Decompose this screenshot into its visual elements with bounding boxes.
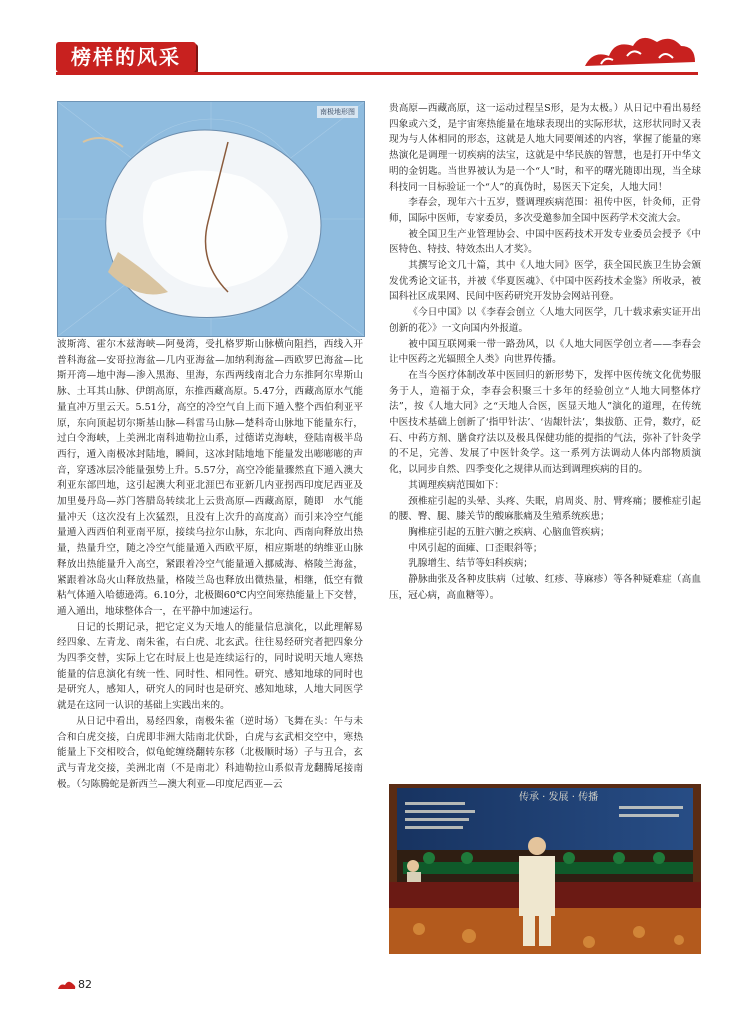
left-column [57,337,363,957]
page-header [0,0,755,92]
paragraph: 波斯湾、霍尔木兹海峡—阿曼湾，受扎格罗斯山脉横向阻挡，西线入开普科海盆—安哥拉海盆—几内亚海盆—加纳利海盆—西欧罗巴海盆—比斯开湾—地中海—渗入黑海、里海，东西两线南北合力东推阿尔卑斯山脉、土耳其山脉、伊朗高原，东推西藏高原。5.47分，西藏高原水气能量直冲万里云天。5.51分，高空的冷空气自上而下遁入整个西伯利亚平原，东向顶起切尔斯基山脉—科雷马山脉—楚科奇山脉地下能量东行，过白令海峡，上美洲北南科迪勒拉山系，过德诺克海峡，登陆南极半岛西行，遁入南极冰封陆地，瞬间，这冰封陆地地下能量发出嘭嘭嘭的声音，穿透冰层冷能量强势上升。5.57分，高空冷能量骤然直下遁入澳大利亚东部凹地，这引起澳大利亚北涯巴布亚新几内亚拐西印度尼西亚及加里曼丹岛—苏门答腊岛转续北上云贵高原—西藏高原，随即 水气能量冲天（这次没有上次猛烈，且没有上次升的高度高）而引来冷空气能量遁入西西伯利亚南平原，接续乌拉尔山脉，东北向、西南向释放出热量，热量升空，随之冷空气能量遁入西欧平原，相应斯堪的纳维亚山脉释放出热能量升入高空，紧跟着冷空气能量遁入挪威海、格陵兰海盆，紧跟着冰岛火山释放热量，格陵兰岛也释放出微热量，相继，低空有微粘气体遁入哈德逊湾。6.10分，北极圈60℃内空间寒热能量上下交替，遁入遁出，地球整体合一，在平静中加速运行。 [57,339,363,617]
photo-banner-text: 传承 · 发展 · 传播 [519,792,599,803]
paragraph: 被全国卫生产业管理协会、中国中医药技术开发专业委员会授予《中医特色、特技、特效杰出人才奖》。 [389,228,701,256]
conference-photo-image [389,784,701,954]
auspicious-cloud-icon [575,26,705,78]
right-column [389,101,701,756]
section-banner [56,42,196,72]
list-item: 静脉曲张及各种皮肤病（过敏、红疹、荨麻疹）等各种疑难症（高血压，冠心病，高血糖等）。 [389,574,701,601]
paragraph: 贵高原—西藏高原，这一运动过程呈S形，是为太极。）从日记中看出易经四象或六爻，是宇宙寒热能量在地球表现出的实际形状，这形状同时又表现为与人体相同的形态，这就是人地大同要阐述的内容，掌握了能量的寒热演化是调理一切疾病的法宝，这就是中华民族的智慧，也是打开中华文明的金钥匙。当世界被认为是一个“人”时，和平的曙光随即出现，当全球科技同一目标验证一个“人”的真伪时，易医天下定矣，人地大同！ [389,103,701,193]
paragraph: 被中国互联网乘一带一路劲风，以《人地大同医学创立者——李春会让中医药之光辐照全人类》向世界传播。 [389,338,701,366]
antarctica-map-image [57,101,365,337]
paragraph: 其调理疾病范围如下： [408,479,505,491]
list-item: 乳腺增生、结节等妇科疾病； [408,558,533,570]
paragraph: 日记的长期记录，把它定义为天地人的能量信息演化，以此理解易经四象、左青龙、南朱雀，右白虎、北玄武。往往易经研究者把四象分为四季交替，实际上它在时辰上也是连续运行的，同时说明天地人寒热能量的信息演化有统一性、同时性、相同性。研究、感知地球的同时也是研究人，感知人，研究人的同时也是研究、感知地球，人地大同医学就是在这同一认识的基础上实践出来的。 [57,621,363,712]
paragraph: 李春会，现年六十五岁，暨调理疾病范围：祖传中医，针灸师，正骨师，国际中医师，专家委员，多次受邀参加全国中医药学术交流大会。 [389,197,701,224]
paragraph: 从日记中看出，易经四象，南极朱雀（逆时场）飞舞在头：午与未合和白虎交接，白虎即非洲大陆南北伏卧，白虎与玄武相交空中，寒热能量上下交相咬合，似龟蛇缠绕翻转东移（北极顺时场）子与丑合，玄武与青龙交接，美洲北南（不是南北）科迪勒拉山系似青龙翻腾尾接南极。（匀陈腾蛇是新西兰—澳大利亚—印度尼西亚—云 [57,715,363,790]
page-number: 82 [78,978,92,991]
list-item: 胸椎症引起的五脏六腑之疾病、心脑血管疾病； [408,526,610,538]
map-title: 南极地形图 [317,106,358,118]
paragraph: 《今日中国》以《李春会创立〈人地大同医学，几十载求索实证开出创新的花〉》一文向国内外报道。 [389,307,701,334]
list-item: 中风引起的面瘫、口歪眼斜等； [408,542,543,554]
paragraph: 其撰写论文几十篇，其中《人地大同》医学，获全国民族卫生协会颁发优秀论文证书，并被《华夏医魂》、《中国中医药技术金鉴》所收录，被国科社区成果网、民间中医药研究开发协会网站刊登。 [389,260,701,303]
paragraph: 在当今医疗体制改革中医回归的新形势下，发挥中医传统文化优势服务于人，造福于众，李春会积聚三十多年的经验创立“人地大同整体疗法”，按《人地大同》之“天地人合医，医显天地人”演化的道理，在传统中医技术基础上创新了‘指甲针法’、‘齿龈针法’，集拔筋、正骨，数疗，砭石、中药方剂、膳食疗法以及极具保健功能的提指的气法，弥补了针灸学的不足，完善、发展了中医针灸学。这一系列方法调动人体内部物质演化，以同步自然、四季变化之规律从而达到调理疾病的目的。 [389,369,701,476]
cloud-icon [56,977,76,991]
section-title: 榜样的风采 [71,45,181,69]
list-item: 颈椎症引起的头晕、头疼、失眠，肩周炎、肘、臂疼痛；腰椎症引起的腰、臀、腿、膝关节的酸麻胀痛及生殖系统疾患； [389,495,701,523]
